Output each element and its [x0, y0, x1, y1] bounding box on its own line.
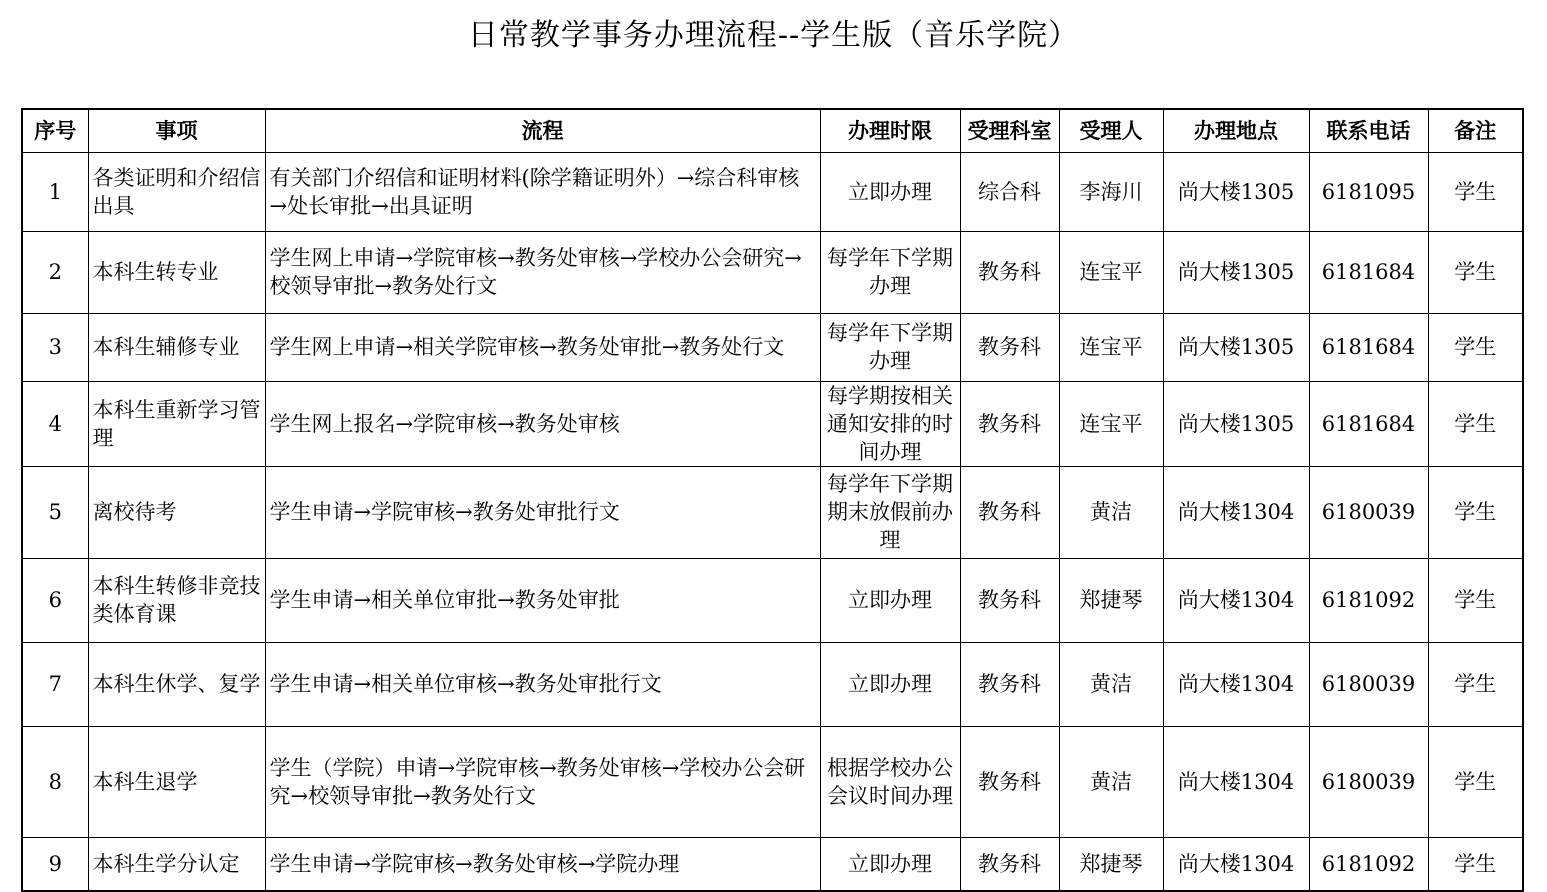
table-row	[22, 313, 1523, 381]
cell-dept: 教务科	[960, 642, 1059, 726]
cell-place: 尚大楼1304	[1163, 558, 1309, 642]
cell-time: 每学年下学期期末放假前办理	[820, 466, 960, 558]
cell-phone: 6181092	[1309, 837, 1428, 891]
cell-person: 郑捷琴	[1059, 837, 1163, 891]
cell-phone: 6180039	[1309, 726, 1428, 837]
table-row	[22, 152, 1523, 231]
cell-phone: 6181095	[1309, 152, 1428, 231]
cell-process: 学生网上申请→相关学院审核→教务处审批→教务处行文	[265, 313, 820, 381]
cell-place: 尚大楼1304	[1163, 726, 1309, 837]
table-row	[22, 558, 1523, 642]
cell-place: 尚大楼1305	[1163, 313, 1309, 381]
cell-no: 7	[22, 642, 88, 726]
cell-time: 每学年下学期办理	[820, 313, 960, 381]
cell-note: 学生	[1428, 381, 1523, 466]
cell-dept: 教务科	[960, 466, 1059, 558]
cell-item: 本科生休学、复学	[88, 642, 265, 726]
table-row	[22, 466, 1523, 558]
cell-process: 学生申请→相关单位审核→教务处审批行文	[265, 642, 820, 726]
table-row	[22, 726, 1523, 837]
cell-no: 5	[22, 466, 88, 558]
cell-note: 学生	[1428, 152, 1523, 231]
cell-note: 学生	[1428, 466, 1523, 558]
cell-item: 本科生退学	[88, 726, 265, 837]
table-row	[22, 837, 1523, 891]
cell-place: 尚大楼1304	[1163, 466, 1309, 558]
header-item: 事项	[88, 109, 265, 152]
cell-dept: 教务科	[960, 231, 1059, 313]
cell-process: 学生申请→相关单位审批→教务处审批	[265, 558, 820, 642]
cell-phone: 6181684	[1309, 313, 1428, 381]
page-title: 日常教学事务办理流程--学生版（音乐学院）	[467, 18, 1080, 53]
cell-phone: 6180039	[1309, 466, 1428, 558]
cell-time: 每学年下学期办理	[820, 231, 960, 313]
cell-note: 学生	[1428, 231, 1523, 313]
cell-time: 立即办理	[820, 152, 960, 231]
cell-person: 黄洁	[1059, 466, 1163, 558]
cell-place: 尚大楼1305	[1163, 152, 1309, 231]
header-no: 序号	[22, 109, 88, 152]
cell-place: 尚大楼1305	[1163, 231, 1309, 313]
cell-no: 1	[22, 152, 88, 231]
cell-place: 尚大楼1305	[1163, 381, 1309, 466]
header-place: 办理地点	[1163, 109, 1309, 152]
cell-no: 8	[22, 726, 88, 837]
cell-note: 学生	[1428, 837, 1523, 891]
procedures-table	[21, 108, 1524, 892]
cell-process: 学生网上报名→学院审核→教务处审核	[265, 381, 820, 466]
cell-time: 立即办理	[820, 837, 960, 891]
cell-process: 学生申请→学院审核→教务处审核→学院办理	[265, 837, 820, 891]
table-row	[22, 381, 1523, 466]
cell-item: 本科生转专业	[88, 231, 265, 313]
table-row	[22, 642, 1523, 726]
cell-process: 学生申请→学院审核→教务处审批行文	[265, 466, 820, 558]
cell-place: 尚大楼1304	[1163, 642, 1309, 726]
cell-time: 根据学校办公会议时间办理	[820, 726, 960, 837]
cell-person: 连宝平	[1059, 313, 1163, 381]
cell-item: 本科生转修非竞技类体育课	[88, 558, 265, 642]
cell-person: 黄洁	[1059, 642, 1163, 726]
cell-no: 3	[22, 313, 88, 381]
cell-note: 学生	[1428, 642, 1523, 726]
cell-dept: 教务科	[960, 313, 1059, 381]
cell-time: 每学期按相关通知安排的时间办理	[820, 381, 960, 466]
cell-process: 学生（学院）申请→学院审核→教务处审核→学校办公会研究→校领导审批→教务处行文	[265, 726, 820, 837]
cell-phone: 6181092	[1309, 558, 1428, 642]
header-phone: 联系电话	[1309, 109, 1428, 152]
table-row	[22, 231, 1523, 313]
cell-dept: 教务科	[960, 837, 1059, 891]
cell-dept: 综合科	[960, 152, 1059, 231]
cell-no: 4	[22, 381, 88, 466]
cell-dept: 教务科	[960, 558, 1059, 642]
header-row	[22, 109, 1523, 152]
cell-time: 立即办理	[820, 558, 960, 642]
cell-process: 有关部门介绍信和证明材料(除学籍证明外）→综合科审核→处长审批→出具证明	[265, 152, 820, 231]
cell-dept: 教务科	[960, 726, 1059, 837]
header-time: 办理时限	[820, 109, 960, 152]
cell-person: 连宝平	[1059, 231, 1163, 313]
cell-process: 学生网上申请→学院审核→教务处审核→学校办公会研究→校领导审批→教务处行文	[265, 231, 820, 313]
cell-phone: 6181684	[1309, 381, 1428, 466]
cell-note: 学生	[1428, 558, 1523, 642]
cell-no: 9	[22, 837, 88, 891]
header-note: 备注	[1428, 109, 1523, 152]
cell-item: 本科生重新学习管理	[88, 381, 265, 466]
cell-item: 本科生辅修专业	[88, 313, 265, 381]
cell-person: 郑捷琴	[1059, 558, 1163, 642]
cell-time: 立即办理	[820, 642, 960, 726]
cell-phone: 6180039	[1309, 642, 1428, 726]
cell-place: 尚大楼1304	[1163, 837, 1309, 891]
cell-note: 学生	[1428, 313, 1523, 381]
cell-no: 2	[22, 231, 88, 313]
header-process: 流程	[265, 109, 820, 152]
cell-item: 各类证明和介绍信出具	[88, 152, 265, 231]
cell-dept: 教务科	[960, 381, 1059, 466]
header-person: 受理人	[1059, 109, 1163, 152]
cell-no: 6	[22, 558, 88, 642]
cell-item: 本科生学分认定	[88, 837, 265, 891]
cell-person: 黄洁	[1059, 726, 1163, 837]
cell-item: 离校待考	[88, 466, 265, 558]
cell-person: 李海川	[1059, 152, 1163, 231]
cell-note: 学生	[1428, 726, 1523, 837]
cell-phone: 6181684	[1309, 231, 1428, 313]
header-dept: 受理科室	[960, 109, 1059, 152]
cell-person: 连宝平	[1059, 381, 1163, 466]
